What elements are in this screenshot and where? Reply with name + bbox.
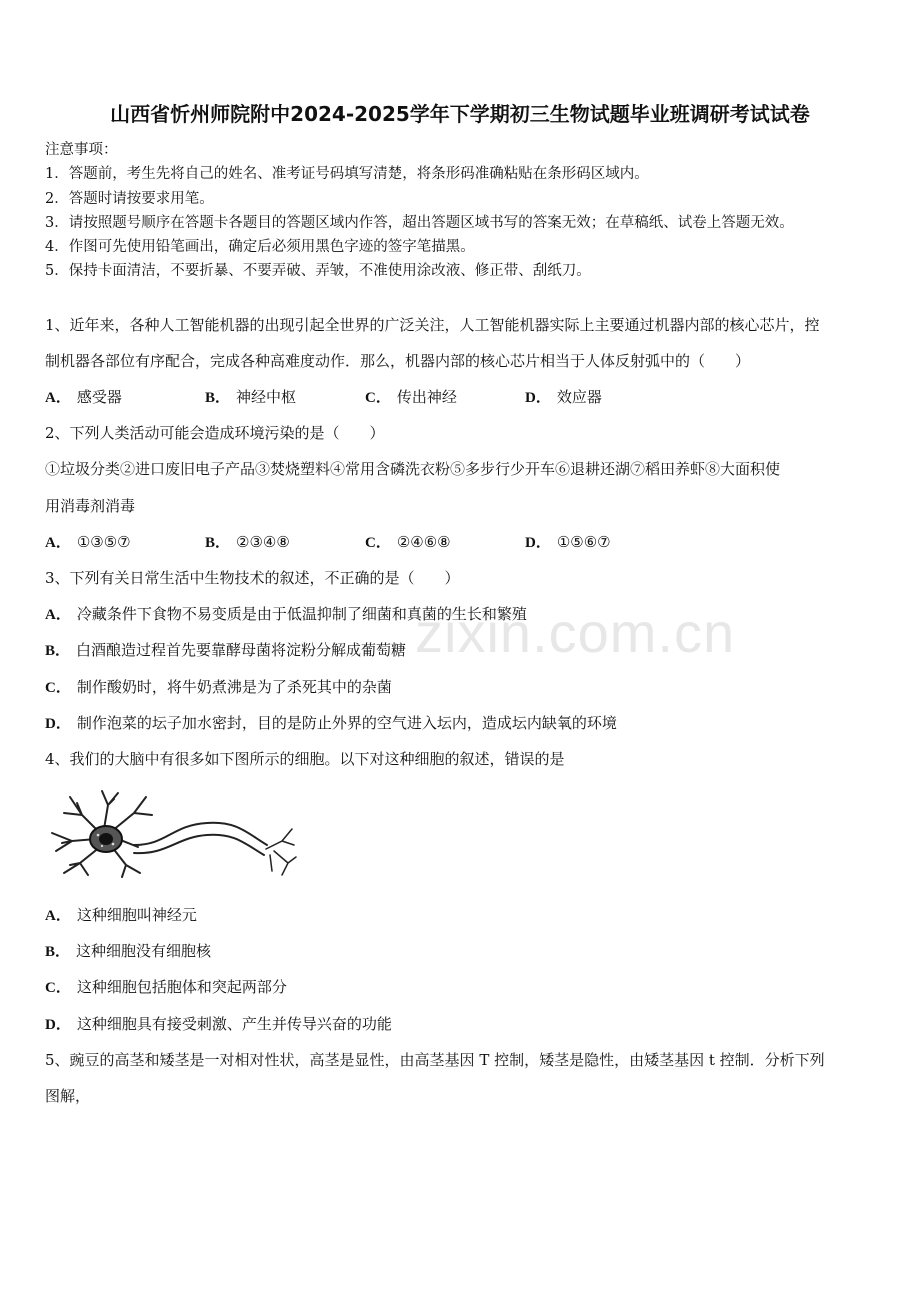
option-text: 这种细胞具有接受刺激、产生并传导兴奋的功能	[76, 1015, 392, 1033]
option-text: 感受器	[76, 388, 122, 406]
question-3-option-b	[45, 639, 406, 660]
option-key: A．	[45, 535, 71, 551]
question-3-option-d	[45, 712, 617, 733]
option-text: ②④⑥⑧	[396, 533, 451, 551]
question-2-line-2: ①垃圾分类②进口废旧电子产品③焚烧塑料④常用含磷洗衣粉⑤多步行少开车⑥退耕还湖⑦稻田养虾⑧大面积使	[45, 460, 781, 478]
option-text: ①③⑤⑦	[76, 533, 131, 551]
option-key: B．	[45, 643, 71, 659]
option-key: D．	[525, 390, 551, 406]
notice-item-2: 2．答题时请按要求用笔。	[45, 191, 214, 207]
question-4-option-c	[45, 976, 287, 997]
question-2-line-1: 2、下列人类活动可能会造成环境污染的是（ ）	[45, 424, 385, 442]
option-text: 这种细胞包括胞体和突起两部分	[76, 978, 287, 996]
question-4-option-a	[45, 904, 197, 925]
question-2-option-b	[205, 531, 365, 552]
neuron-illustration	[42, 785, 297, 880]
question-1-line-2: 制机器各部位有序配合，完成各种高难度动作．那么，机器内部的核心芯片相当于人体反射弧中的（ ）	[45, 352, 751, 370]
option-text: 制作酸奶时，将牛奶煮沸是为了杀死其中的杂菌	[76, 678, 392, 696]
question-1-option-c	[365, 386, 525, 407]
notice-item-4: 4．作图可先使用铅笔画出，确定后必须用黑色字迹的签字笔描黑。	[45, 239, 475, 255]
question-2-option-d	[525, 531, 685, 552]
question-5-line-1: 5、豌豆的高茎和矮茎是一对相对性状，高茎是显性，由高茎基因 T 控制，矮茎是隐性，由矮茎基因 t 控制．分析下列	[45, 1051, 825, 1069]
option-key: C．	[365, 390, 391, 406]
option-key: A．	[45, 908, 71, 924]
question-1-option-b	[205, 386, 365, 407]
question-1-option-d	[525, 386, 685, 407]
question-1-options	[45, 386, 685, 407]
option-text: 冷藏条件下食物不易变质是由于低温抑制了细菌和真菌的生长和繁殖	[76, 605, 527, 623]
option-key: B．	[205, 535, 231, 551]
notice-item-5: 5．保持卡面清洁，不要折暴、不要弄破、弄皱，不准使用涂改液、修正带、刮纸刀。	[45, 263, 591, 279]
option-key: B．	[45, 944, 71, 960]
option-key: C．	[365, 535, 391, 551]
option-key: D．	[45, 716, 71, 732]
option-key: D．	[45, 1017, 71, 1033]
watermark: zixin.com.cn	[415, 601, 736, 664]
option-text: 传出神经	[396, 388, 457, 406]
notice-item-3: 3．请按照题号顺序在答题卡各题目的答题区域内作答，超出答题区域书写的答案无效；在草稿纸、试卷上答题无效。	[45, 215, 794, 231]
question-3-line-1: 3、下列有关日常生活中生物技术的叙述，不正确的是（ ）	[45, 569, 460, 587]
question-5-line-2: 图解，	[45, 1087, 91, 1105]
question-4-option-b	[45, 940, 211, 961]
option-text: ②③④⑧	[236, 533, 290, 551]
question-1-line-1: 1、近年来，各种人工智能机器的出现引起全世界的广泛关注，人工智能机器实际上主要通过机器内部的核心芯片，控	[45, 316, 820, 334]
question-2-option-a	[45, 531, 205, 552]
option-text: ①⑤⑥⑦	[556, 533, 611, 551]
option-key: C．	[45, 680, 71, 696]
question-2-options	[45, 531, 685, 552]
option-text: 白酒酿造过程首先要靠酵母菌将淀粉分解成葡萄糖	[76, 641, 407, 659]
option-key: C．	[45, 980, 71, 996]
page-title: 山西省忻州师院附中2024-2025学年下学期初三生物试题毕业班调研考试试卷	[110, 102, 810, 126]
notice-item-1: 1．答题前，考生先将自己的姓名、准考证号码填写清楚，将条形码准确粘贴在条形码区域内。	[45, 166, 649, 182]
question-2-option-c	[365, 531, 525, 552]
question-3-option-c	[45, 676, 392, 697]
option-text: 这种细胞没有细胞核	[76, 942, 212, 960]
question-4-option-d	[45, 1013, 392, 1034]
option-text: 神经中枢	[236, 388, 297, 406]
option-text: 这种细胞叫神经元	[76, 906, 197, 924]
question-4-line-1: 4、我们的大脑中有很多如下图所示的细胞。以下对这种细胞的叙述，错误的是	[45, 750, 565, 768]
question-1-option-a	[45, 386, 205, 407]
option-key: B．	[205, 390, 231, 406]
option-key: A．	[45, 390, 71, 406]
notice-heading: 注意事项：	[45, 142, 118, 158]
option-text: 效应器	[556, 388, 602, 406]
question-2-line-3: 用消毒剂消毒	[45, 497, 136, 515]
option-key: D．	[525, 535, 551, 551]
option-key: A．	[45, 607, 71, 623]
option-text: 制作泡菜的坛子加水密封，目的是防止外界的空气进入坛内，造成坛内缺氧的环境	[76, 714, 617, 732]
